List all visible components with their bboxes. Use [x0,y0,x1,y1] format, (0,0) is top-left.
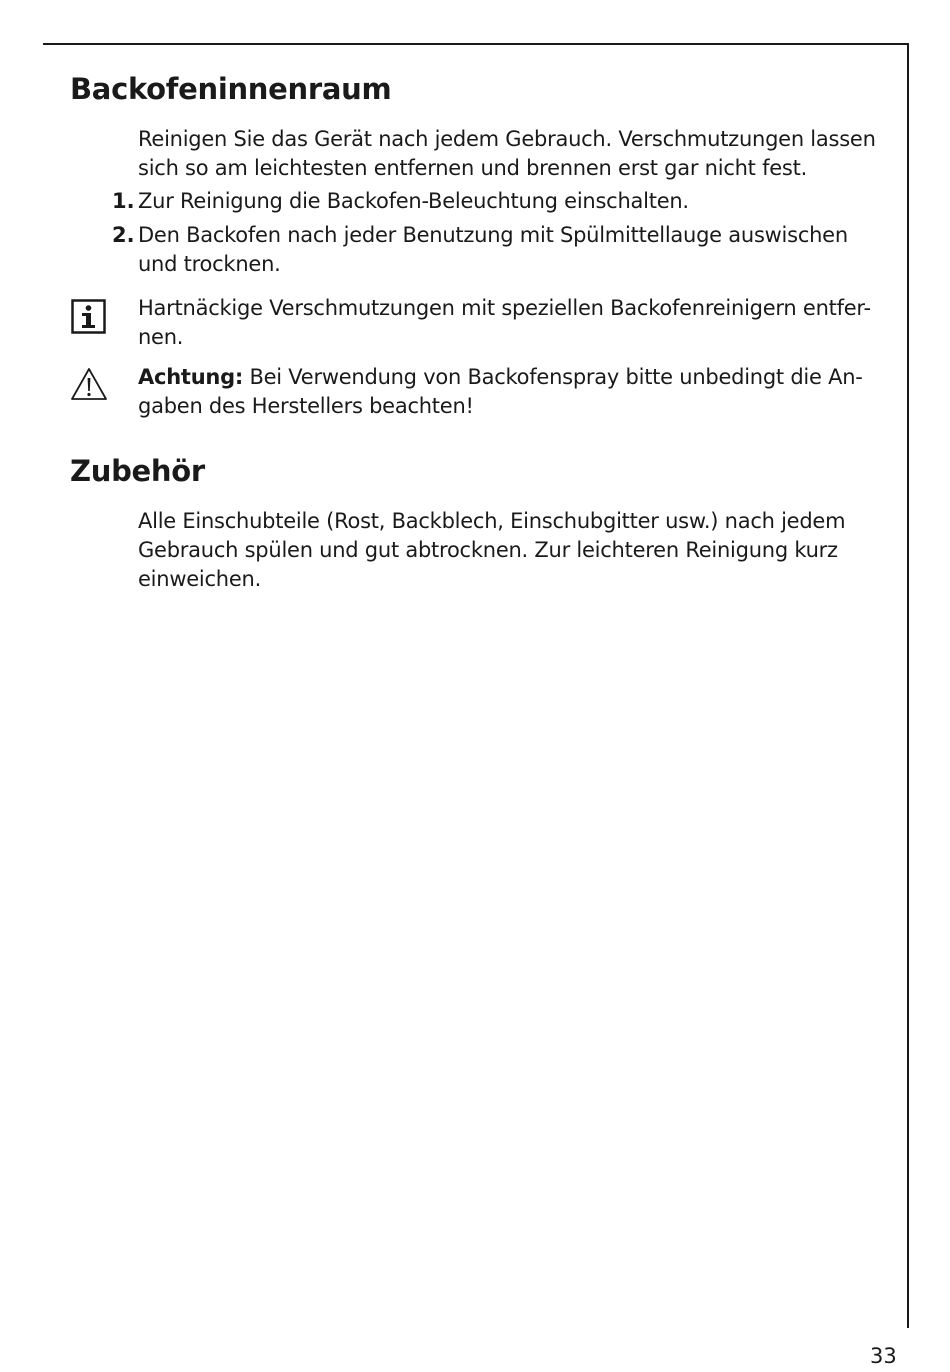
warning-triangle-icon [70,367,108,401]
intro-line-2: sich so am leichtesten entfernen und brennen erst gar nicht fest. [138,156,808,180]
info-note-line-1: Hartnäckige Verschmutzungen mit speziellen Backofenreinigern entfer- [138,296,871,320]
warning-text: Bei Verwendung von Backofenspray bitte unbedingt die An- [243,365,863,389]
warning-note-line-2: gaben des Herstellers beachten! [138,394,474,418]
right-rule [907,43,909,1328]
accessories-line-3: einweichen. [138,567,262,591]
warning-note-line-1 [138,363,890,392]
step-1-text: Zur Reinigung die Backofen-Beleuchtung einschalten. [138,189,689,213]
top-rule [43,43,909,45]
step-2-text-line-2: und trocknen. [138,252,281,276]
intro-line-1: Reinigen Sie das Gerät nach jedem Gebrauch. Verschmutzungen lassen [138,127,876,151]
page-number: 33 [870,1344,897,1368]
info-note-line-2: nen. [138,325,184,349]
accessories-line-2: Gebrauch spülen und gut abtrocknen. Zur leichteren Reinigung kurz [138,538,838,562]
step-number-1: 1. [112,189,135,213]
accessories-line-1: Alle Einschubteile (Rost, Backblech, Einschubgitter usw.) nach jedem [138,509,846,533]
step-2-text-line-1: Den Backofen nach jeder Benutzung mit Spülmittellauge auswischen [138,223,848,247]
section-heading-backofeninnenraum: Backofeninnenraum [70,72,392,106]
step-number-2: 2. [112,223,135,247]
info-icon [71,299,106,334]
section-heading-zubehoer: Zubehör [70,454,205,488]
warning-label: Achtung: [138,365,244,389]
